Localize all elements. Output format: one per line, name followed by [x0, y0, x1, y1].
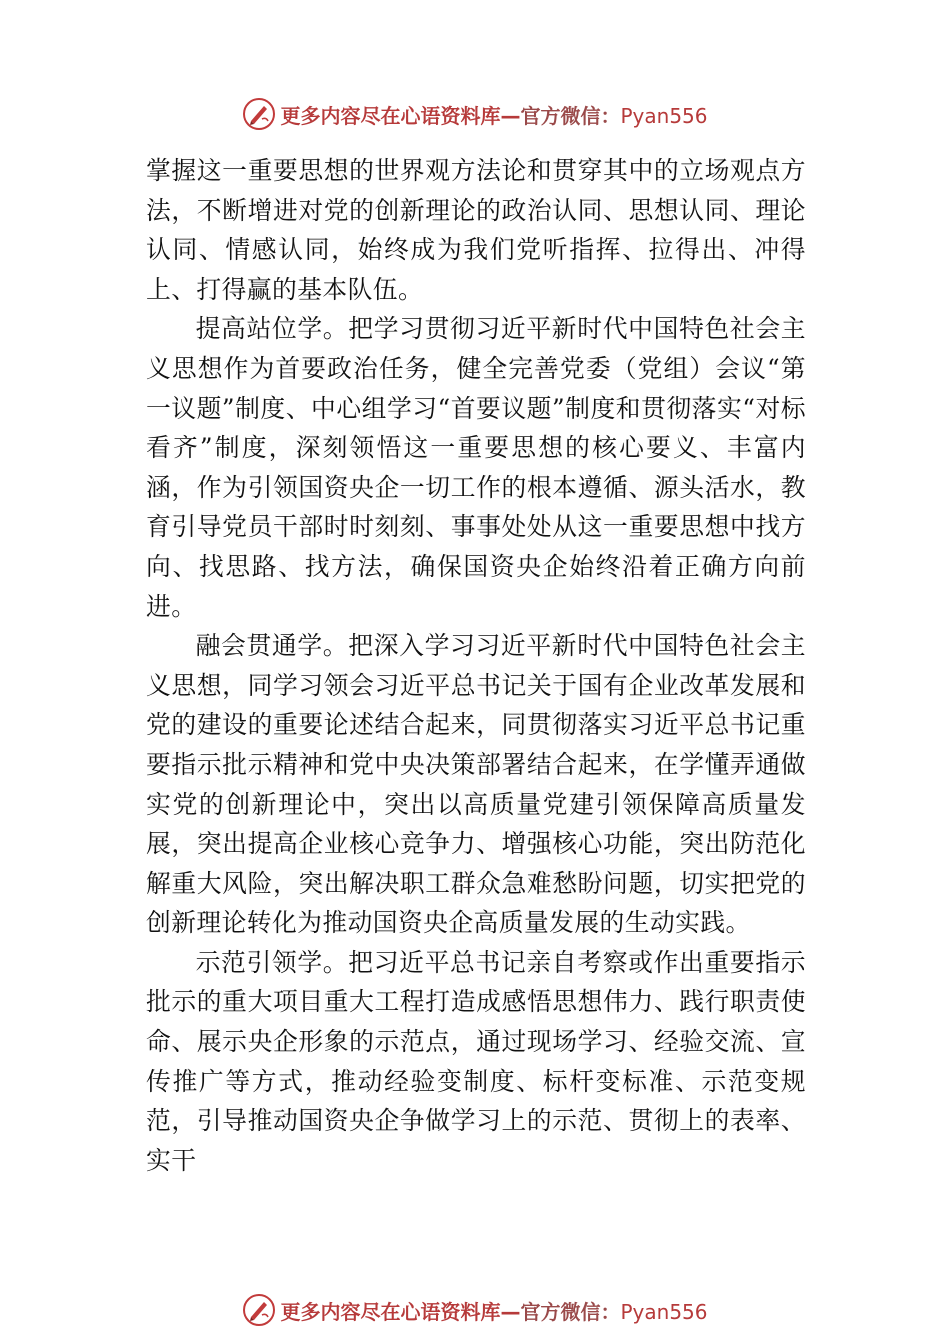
footer-dash: — — [500, 1299, 521, 1324]
header-site-name: 更多内容尽在心语资料库 — [280, 103, 501, 128]
footer-banner — [0, 1290, 950, 1330]
paragraph-integrate-study: 融会贯通学。把深入学习习近平新时代中国特色社会主义思想，同学习领会习近平总书记关于国有企业改革发展和党的建设的重要论述结合起来，同贯彻落实习近平总书记重要指示批示精神和党中央决策部署结合起来，在学懂弄通做实党的创新理论中，突出以高质量党建引领保障高质量发展，突出提高企业核心竞争力、增强核心功能，突出防范化解重大风险，突出解决职工群众急难愁盼问题，切实把党的创新理论转化为推动国资央企高质量发展的生动实践。 — [146, 631, 806, 938]
paragraph-raise-standpoint: 提高站位学。把学习贯彻习近平新时代中国特色社会主义思想作为首要政治任务，健全完善党委（党组）会议“第一议题”制度、中心组学习“首要议题”制度和贯彻落实“对标看齐”制度，深刻领悟这一重要思想的核心要义、丰富内涵，作为引领国资央企一切工作的根本遵循、源头活水，教育引导党员干部时时刻刻、事事处处从这一重要思想中找方向、找思路、找方法，确保国资央企始终沿着正确方向前进。 — [146, 314, 806, 621]
header-dash: — — [500, 103, 521, 128]
pen-seal-logo-icon — [242, 97, 276, 131]
document-body — [146, 151, 806, 1180]
header-wechat-id: Pyan556 — [620, 103, 708, 128]
header-official-label: 官方微信： — [520, 103, 621, 128]
footer-official-label: 官方微信： — [520, 1299, 621, 1324]
header-text — [280, 100, 707, 129]
paragraph-demonstrate-study: 示范引领学。把习近平总书记亲自考察或作出重要指示批示的重大项目重大工程打造成感悟思想伟力、践行职责使命、展示央企形象的示范点，通过现场学习、经验交流、宣传推广等方式，推动经验变制度、标杆变标准、示范变规范，引导推动国资央企争做学习上的示范、贯彻上的表率、实干 — [146, 947, 806, 1175]
footer-wechat-id: Pyan556 — [620, 1299, 708, 1324]
footer-text — [280, 1296, 707, 1325]
pen-seal-logo-icon — [242, 1293, 276, 1327]
footer-site-name: 更多内容尽在心语资料库 — [280, 1299, 501, 1324]
header-banner — [0, 94, 950, 134]
paragraph-continued: 掌握这一重要思想的世界观方法论和贯穿其中的立场观点方法，不断增进对党的创新理论的政治认同、思想认同、理论认同、情感认同，始终成为我们党听指挥、拉得出、冲得上、打得赢的基本队伍。 — [146, 156, 806, 304]
